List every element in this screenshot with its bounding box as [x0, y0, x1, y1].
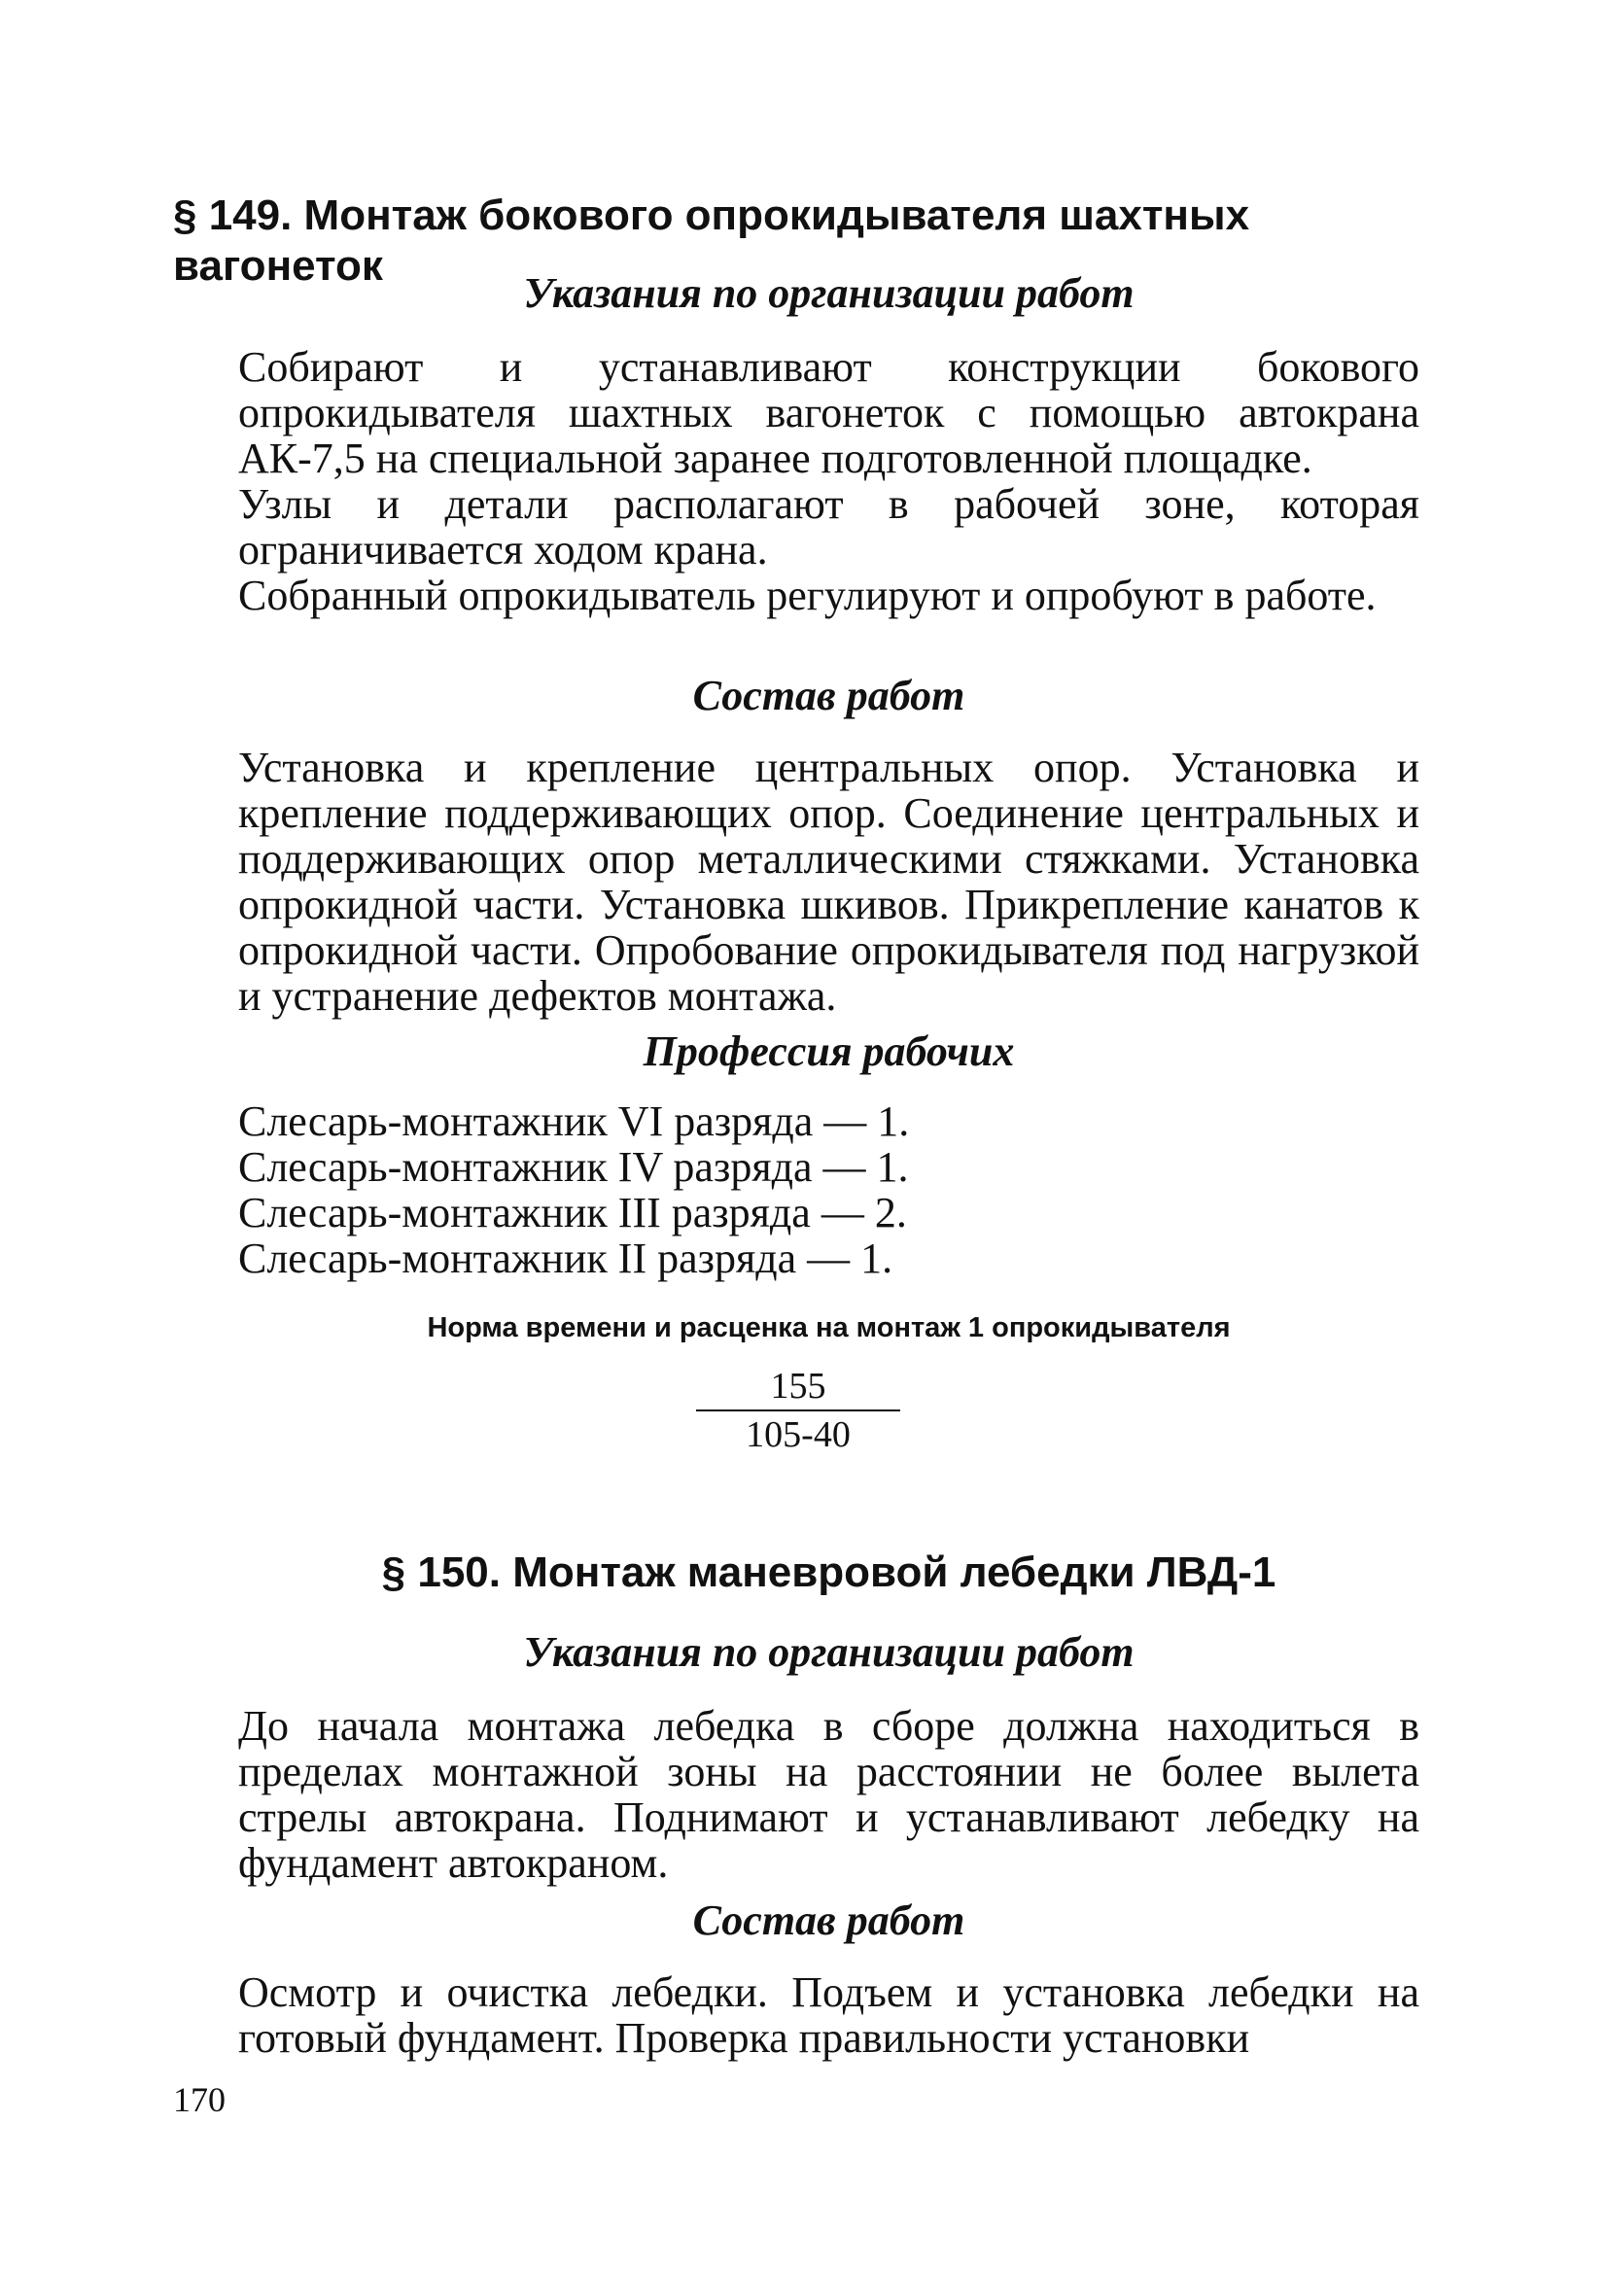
section-149-title: § 149. Монтаж бокового опрокидывателя шахтных вагонеток — [173, 191, 1250, 290]
section-150-title: § 150. Монтаж маневровой лебедки ЛВД-1 — [381, 1548, 1276, 1596]
section-149-org-paragraph-2: Узлы и детали располагают в рабочей зоне, которая ограничивается ходом крана. — [238, 480, 1419, 574]
section-149-workers-heading: Профессия рабочих — [643, 1027, 1015, 1075]
worker-item: Слесарь-монтажник III разряда — 2. — [238, 1189, 907, 1236]
worker-item: Слесарь-монтажник II разряда — 1. — [238, 1235, 893, 1282]
section-149-org-block — [238, 344, 1419, 618]
section-150-org-block — [238, 1703, 1419, 1886]
worker-item: Слесарь-монтажник VI разряда — 1. — [238, 1097, 910, 1145]
norm-fraction — [696, 1365, 900, 1456]
section-150-work-heading: Состав работ — [692, 1896, 965, 1944]
section-150-org-heading: Указания по организации работ — [523, 1628, 1135, 1676]
section-150-org-text: До начала монтажа лебедка в сборе должна находиться в пределах монтажной зоны на расстоянии не более вылета стрелы автокрана. Поднимают и устанавливают лебедку на фундамент автокраном. — [238, 1702, 1419, 1887]
fraction-bar — [696, 1409, 900, 1411]
section-149-work-text: Установка и крепление центральных опор. Установка и крепление поддерживающих опор. Соединение центральных и поддерживающих опор металлическими стяжками. Установка опрокидной части. Установка шкивов. Прикрепление канатов к опрокидной части. Опробование опрокидывателя под нагрузкой и устранение дефектов монтажа. — [238, 744, 1419, 1020]
section-149-org-paragraph-1: Собирают и устанавливают конструкции бокового опрокидывателя шахтных вагонеток с помощью автокрана АК-7,5 на специальной заранее подготовленной площадке. — [238, 343, 1419, 482]
section-149-work-block — [238, 745, 1419, 1019]
page-number: 170 — [173, 2080, 226, 2119]
norm-rate-value: 105-40 — [746, 1414, 851, 1455]
section-149-org-paragraph-3: Собранный опрокидыватель регулируют и опробуют в работе. — [238, 572, 1377, 619]
section-150-work-block — [238, 1969, 1419, 2061]
worker-item: Слесарь-монтажник IV разряда — 1. — [238, 1143, 909, 1191]
section-149-work-heading: Состав работ — [692, 672, 965, 719]
section-150-work-text: Осмотр и очистка лебедки. Подъем и установка лебедки на готовый фундамент. Проверка правильности установки — [238, 1968, 1419, 2062]
section-149-norm-heading: Норма времени и расценка на монтаж 1 опрокидывателя — [427, 1312, 1231, 1343]
section-149-workers-list — [238, 1098, 1210, 1281]
section-149-org-heading: Указания по организации работ — [523, 269, 1135, 317]
norm-time-value: 155 — [770, 1366, 826, 1407]
